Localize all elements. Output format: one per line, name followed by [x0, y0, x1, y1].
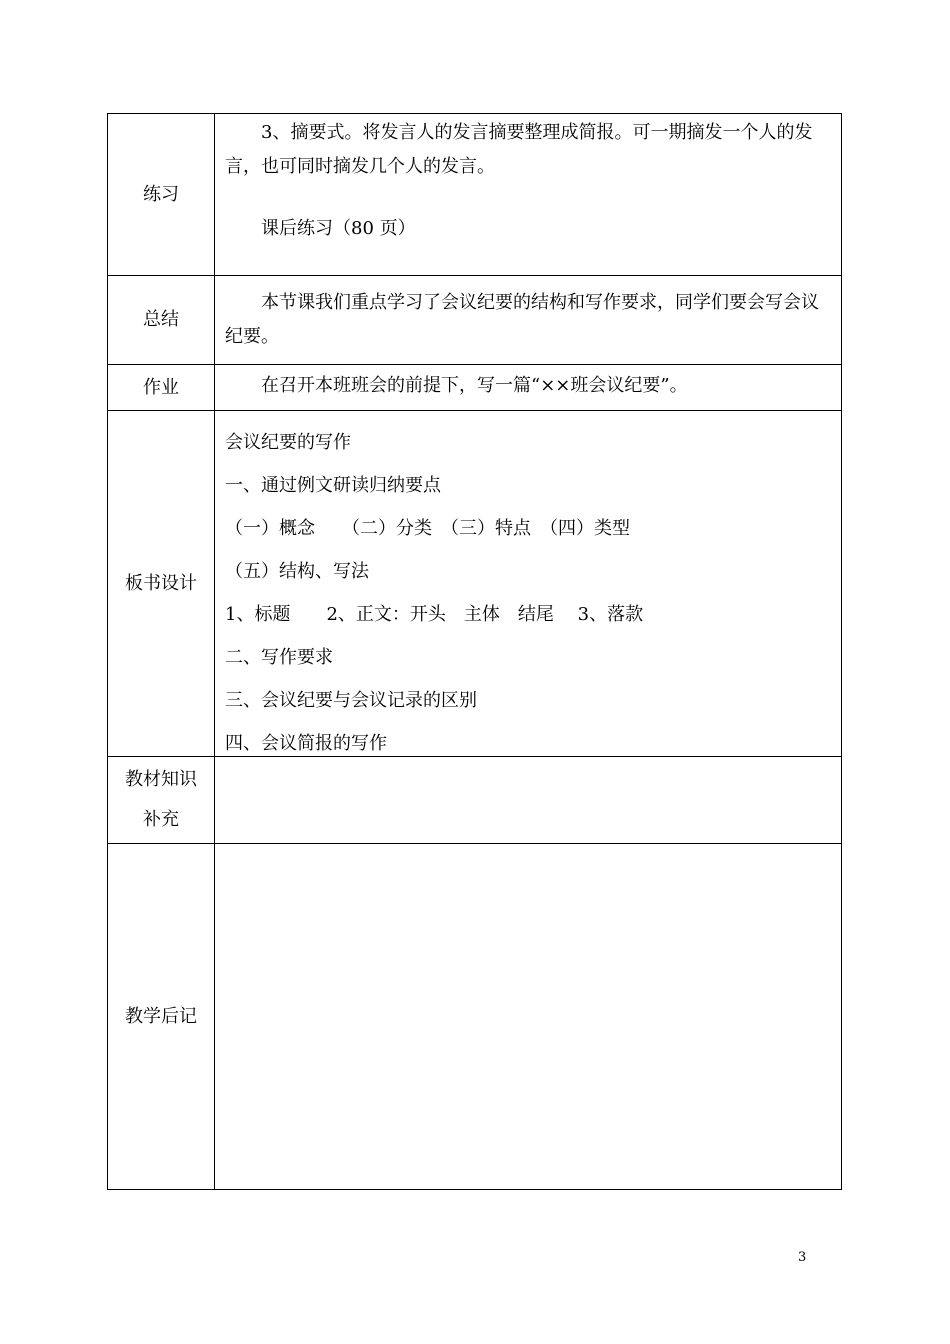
practice-label: 练习 — [108, 114, 215, 275]
board-line: （一）概念 （二）分类 （三）特点 （四）类型 — [225, 518, 630, 539]
supplement-label-line-1: 教材知识 — [125, 769, 197, 790]
board-line: 一、通过例文研读归纳要点 — [225, 475, 441, 496]
board-design-content — [225, 421, 831, 765]
board-line: 1、标题 2、正文：开头 主体 结尾 3、落款 — [225, 604, 644, 625]
summary-text: 本节课我们重点学习了会议纪要的结构和写作要求，同学们要会写会议纪要。 — [225, 292, 819, 347]
practice-paragraph-2: 课后练习（80 页） — [261, 218, 416, 239]
board-design-row — [107, 410, 842, 757]
practice-row — [107, 113, 842, 276]
board-line: 三、会议纪要与会议记录的区别 — [225, 690, 477, 711]
teaching-notes-label: 教学后记 — [108, 844, 215, 1189]
board-line: 二、写作要求 — [225, 647, 333, 668]
summary-label: 总结 — [108, 276, 215, 364]
teaching-notes-row — [107, 843, 842, 1190]
page-number: 3 — [798, 1250, 807, 1265]
supplement-label-line-2: 补充 — [143, 809, 179, 830]
summary-row — [107, 275, 842, 365]
practice-paragraph-1: 3、摘要式。将发言人的发言摘要整理成简报。可一期摘发一个人的发言，也可同时摘发几个人的发言。 — [225, 122, 813, 177]
homework-row — [107, 364, 842, 411]
board-line: 会议纪要的写作 — [225, 432, 351, 453]
board-design-label: 板书设计 — [108, 411, 215, 756]
supplement-label — [108, 757, 215, 843]
homework-label: 作业 — [108, 365, 215, 410]
homework-text: 在召开本班班会的前提下，写一篇“××班会议纪要”。 — [261, 375, 688, 396]
board-line: 四、会议简报的写作 — [225, 733, 387, 754]
supplement-row — [107, 756, 842, 844]
board-line: （五）结构、写法 — [225, 561, 369, 582]
